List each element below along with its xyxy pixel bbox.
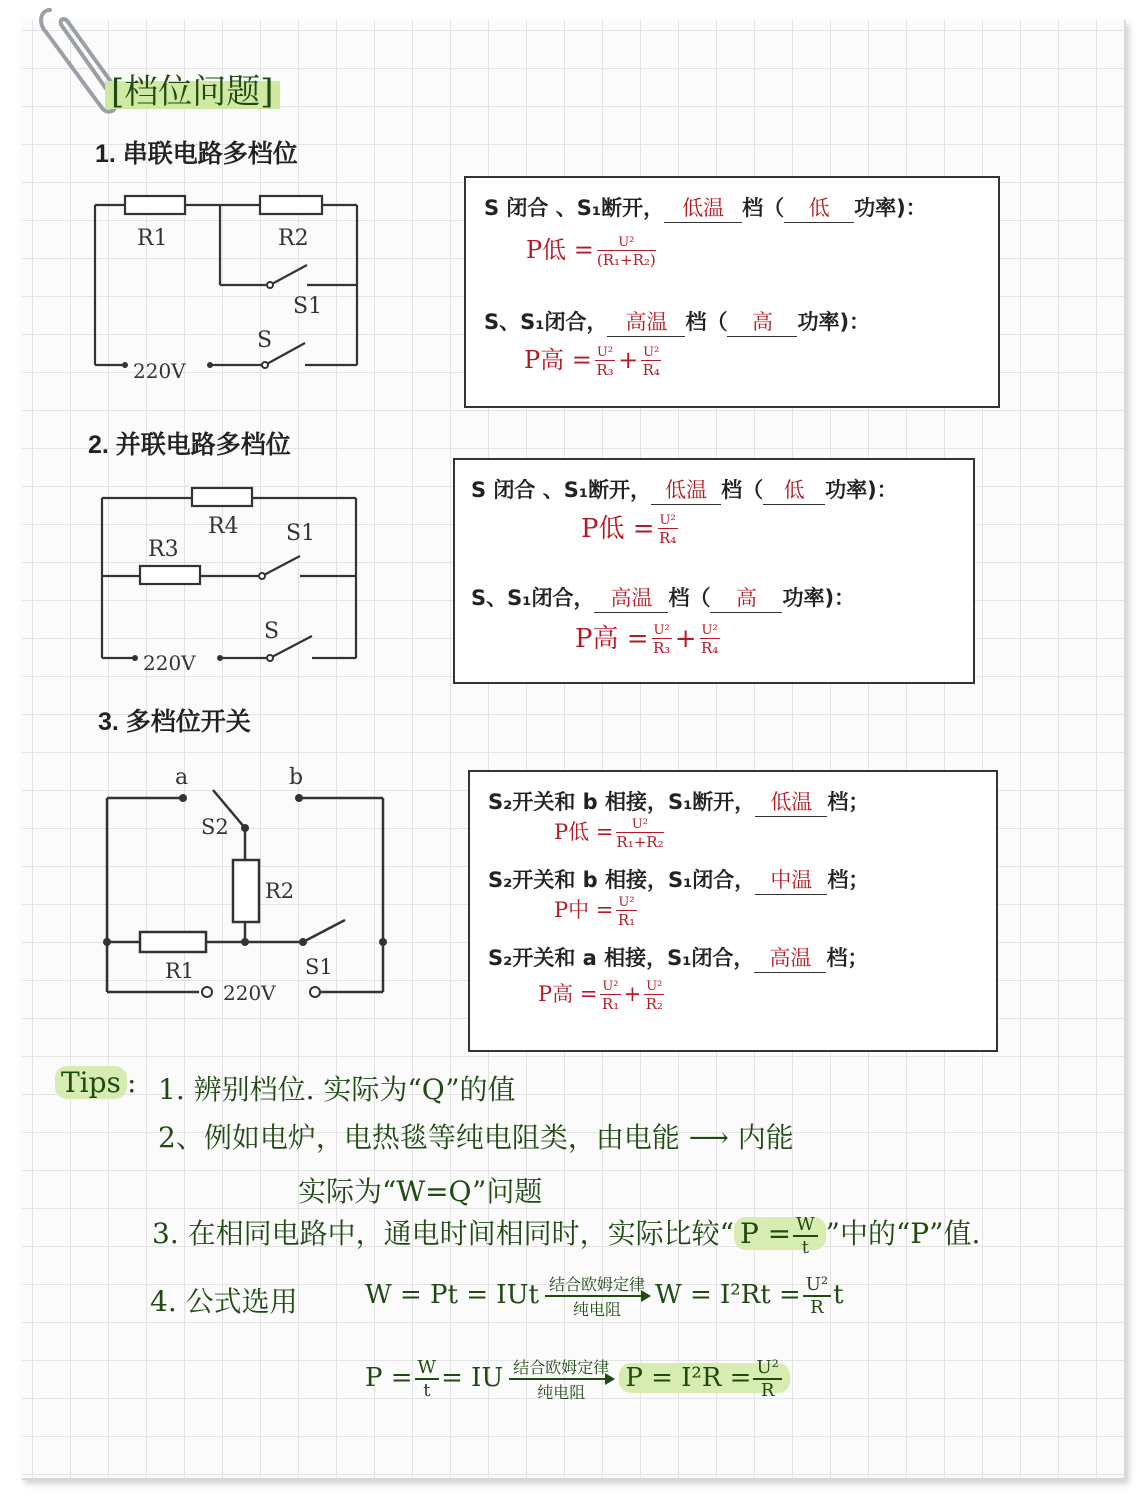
series-line-high: S、S₁闭合， 高温 档（ 高 功率)： [484, 306, 870, 337]
section-heading-switch: 3. 多档位开关 [98, 708, 251, 736]
parallel-line-high: S、S₁闭合， 高温 档（ 高 功率)： [471, 582, 855, 613]
section-heading-parallel: 2. 并联电路多档位 [88, 431, 291, 459]
switch-line-mid: S₂开关和 b 相接，S₁闭合， 中温 档； [488, 864, 869, 895]
label-s1: S1 [293, 294, 323, 319]
switch-answer-box [468, 770, 998, 1052]
label-voltage: 220V [223, 981, 276, 1005]
label-voltage: 220V [133, 359, 186, 383]
switch-circuit-diagram [95, 760, 395, 1010]
label-r4: R4 [208, 514, 239, 539]
label-b: b [289, 765, 304, 790]
label-s2: S2 [201, 815, 229, 839]
tips-label: Tips : [55, 1066, 136, 1099]
label-r1: R1 [165, 959, 195, 983]
label-r1: R1 [137, 226, 168, 251]
parallel-line-low: S 闭合 、S₁断开， 低温 档（ 低 功率)： [471, 474, 898, 505]
switch-formula-mid: P中 = $\frac{\text{U²}}{\text{R₁}}$ [554, 894, 636, 929]
parallel-answer-box [453, 458, 975, 684]
label-r2: R2 [265, 879, 295, 903]
series-formula-low: P低 = $\frac{\text{U²}}{\text{(R₁+R₂)}}$ [526, 234, 656, 269]
page-title: [档位问题] [105, 64, 280, 113]
parallel-formula-low: P低 = $\frac{\text{U²}}{\text{R₄}}$ [581, 513, 677, 547]
switch-formula-low: P低 = $\frac{\text{U²}}{\text{R₁+R₂}}$ [554, 816, 664, 851]
tip-1: 1. 辨别档位. 实际为“Q”的值 [158, 1073, 516, 1106]
label-s1: S1 [286, 521, 316, 546]
switch-line-low: S₂开关和 b 相接，S₁断开， 低温 档； [488, 786, 869, 817]
series-line-low: S 闭合 、S₁断开， 低温 档（ 低 功率)： [484, 192, 927, 223]
tip-4-label: 4. 公式选用 [150, 1285, 298, 1318]
tip-4-formula-power: P = $\frac{W}{t}$ = IU 结合欧姆定律 纯电阻 P = I²R = $\frac{\text{U²}}{R}$ [365, 1355, 790, 1403]
switch-line-high: S₂开关和 a 相接，S₁闭合， 高温 档； [488, 942, 868, 973]
label-s: S [264, 619, 280, 644]
label-a: a [175, 765, 189, 790]
label-r2: R2 [278, 226, 309, 251]
label-s1: S1 [305, 955, 333, 979]
series-answer-box [464, 176, 1000, 408]
switch-formula-high: P高 = $\frac{\text{U²}}{\text{R₁}}$ + $\frac{\text{U²}}{\text{R₂}}$ [538, 978, 663, 1013]
section-heading-series: 1. 串联电路多档位 [95, 140, 298, 168]
series-circuit-diagram [85, 185, 375, 390]
label-s: S [257, 328, 273, 353]
tip-2: 2、例如电炉，电热毯等纯电阻类，由电能 ⟶ 内能 [158, 1121, 794, 1154]
label-voltage: 220V [143, 651, 196, 675]
parallel-formula-high: P高 = $\frac{\text{U²}}{\text{R₃}}$ + $\frac{\text{U²}}{\text{R₄}}$ [575, 623, 719, 657]
tip-2-continued: 实际为“W=Q”问题 [298, 1175, 543, 1208]
label-r3: R3 [148, 537, 179, 562]
tip-3: 3. 在相同电路中，通电时间相同时，实际比较“ P = $\frac{W}{t}$ ”中的“P”值. [152, 1213, 981, 1258]
series-formula-high: P高 = $\frac{\text{U²}}{\text{R₃}}$ + $\frac{\text{U²}}{\text{R₄}}$ [524, 344, 660, 379]
parallel-circuit-diagram [90, 478, 370, 678]
tip-4-formula-work: W = Pt = IUt 结合欧姆定律 纯电阻 W = I²Rt = $\frac{\text{U²}}{R}$ t [365, 1274, 844, 1319]
